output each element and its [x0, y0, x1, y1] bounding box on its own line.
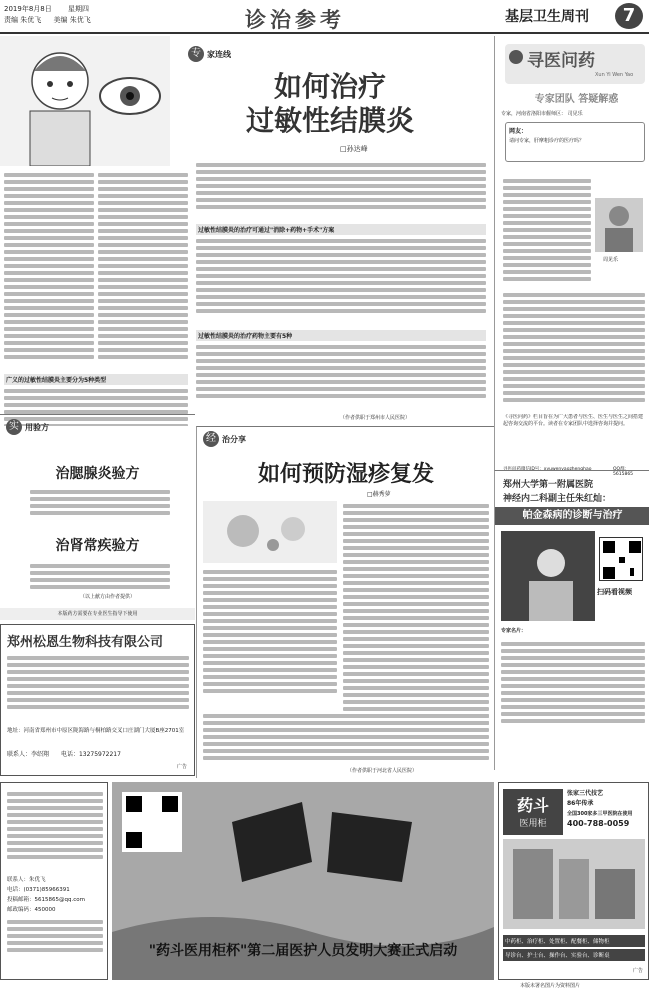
doctor-name: 周见乐 [603, 257, 619, 263]
wechat-id: 寻医问药微信ID号：xyuwenyaozhenghao [503, 467, 592, 472]
qr-code[interactable] [599, 537, 643, 581]
qa-banner: 寻医问药 Xun Yi Wen Yao [505, 44, 645, 84]
remedy-title-2: 治肾常疾验方 [55, 538, 140, 554]
contact-phone: 电话：(0371)85966391 [7, 887, 70, 893]
article-body-3 [196, 342, 486, 414]
company-desc [7, 653, 189, 721]
subheading-2: 过敏性结膜炎的治疗药物主要有5种 [196, 330, 486, 341]
scan-label: 扫码看视频 [597, 588, 632, 596]
eczema-column-badge: 经 治分享 [203, 431, 246, 447]
company-name: 郑州松恩生物科技有限公司 [7, 635, 164, 650]
eczema-article [196, 426, 494, 778]
column-badge: 专 家连线 [188, 46, 231, 62]
cabinet-ad-label: 广告 [633, 968, 644, 974]
eye-doctor-illustration [0, 36, 170, 166]
contest-title: "药斗医用柜杯"第二届医护人员发明大赛正式启动 [148, 943, 458, 959]
article-title: 如何治疗 过敏性结膜炎 [245, 70, 414, 137]
paper-name: 基层卫生周刊 [505, 9, 589, 25]
qa-icon [509, 50, 523, 64]
qa-asker: 专家，河南省洛阳市偃师区： 司见乐 [501, 111, 583, 117]
contact-box [0, 782, 108, 980]
company-address: 地址：河南省郑州市中原区陇海路与桐柏路交叉口庄湖门大厦B座2701室 [7, 728, 185, 734]
intro-column [4, 170, 94, 370]
wechat-note: 《寻医问药》栏目旨在为广大患者与医生、医生与医生之间搭建起咨询交流的平台。读者在专家团队中选择咨询并提问。 [503, 414, 644, 427]
article-author: □孙达峰 [340, 145, 368, 153]
eczema-source: （作者供职于河北省人民医院） [347, 768, 418, 774]
eczema-body-bottom [203, 711, 489, 771]
cabinet-ad [498, 782, 649, 980]
eczema-author: □赫秀萝 [367, 491, 391, 498]
footer-note: 本版未署名图片为资料图片 [520, 983, 581, 989]
subheading-1: 过敏性结膜炎的治疗可通过"消除+药物+手术"方案 [196, 224, 486, 235]
column-icon: 实 [6, 419, 22, 435]
cabinet-logo: 药斗 医用柜 [503, 789, 563, 835]
cabinet-items-2: 导诊台、护士台、操作台、实验台、诊断桌 [503, 949, 645, 961]
contact-post: 邮政编码：450000 [7, 907, 56, 913]
cabinet-photo [503, 839, 645, 929]
cabinet-lines: 张家三代技艺 86年传承 全国300家多三甲医院在使用 400-788-0059 [567, 790, 633, 828]
qa-answer-text [503, 176, 591, 286]
issue-date: 2019年8月8日 星期四 [4, 5, 89, 13]
remedy-source: （以上献方由作者提供） [80, 594, 136, 600]
contact-email: 投稿邮箱：5615865@qq.com [7, 897, 85, 903]
doctor-photo [595, 198, 643, 252]
article-body-1 [196, 160, 486, 220]
editor-line: 责编 朱优飞 美编 朱优飞 [4, 16, 91, 24]
lecture-dept: 神经内二科副主任朱红灿： [503, 494, 612, 504]
page-header [0, 0, 649, 34]
lecture-section [494, 470, 649, 770]
article-body-2 [196, 236, 486, 328]
expert-bio [501, 639, 645, 759]
intro-column-2 [98, 170, 188, 370]
contact-person: 联系人：朱优飞 [7, 877, 46, 883]
remedy-note: 本版药方需要在专业医生指导下使用 [0, 608, 195, 620]
lecture-hospital: 郑州大学第一附属医院 [503, 480, 594, 490]
lecture-video-thumb[interactable] [501, 531, 595, 621]
left-subheading: 广义的过敏性结膜炎主要分为5种类型 [4, 374, 188, 385]
page-number-badge: 7 [615, 3, 643, 29]
cabinet-items-1: 中药柜、治疗柜、处置柜、配餐柜、储物柜 [503, 935, 645, 947]
contact-note [7, 917, 103, 967]
company-ad [0, 624, 195, 776]
qa-answer-text-2 [503, 290, 645, 410]
qq-group: QQ群：5615865 [613, 467, 634, 477]
qa-section [494, 36, 649, 486]
qa-tagline: 专家团队 答疑解惑 [534, 94, 619, 105]
remedy-title-1: 治腮腺炎验方 [55, 466, 140, 482]
remedy-body-2 [30, 561, 170, 591]
eczema-intro [203, 567, 337, 707]
article-source: （作者供职于郑州市人民医院） [340, 415, 411, 421]
ad-label: 广告 [177, 764, 188, 770]
lecture-title: 帕金森病的诊断与治疗 [495, 507, 649, 525]
expert-label: 专家名片： [501, 628, 527, 634]
column-icon: 经 [203, 431, 219, 447]
qa-question-box: 网友： 请问专家，肝摩粗诊疗的医疗吗？ [505, 122, 645, 162]
contest-banner-ad [112, 782, 494, 980]
company-contact: 联系人：李绍翔 电话：13275972217 [7, 751, 121, 758]
eczema-illustration [203, 501, 337, 563]
eczema-title: 如何预防湿疹复发 [257, 461, 434, 487]
practical-column-badge: 实 用验方 [6, 419, 49, 435]
practical-section [0, 414, 195, 604]
main-article [0, 36, 490, 426]
column-icon: 专 [188, 46, 204, 62]
remedy-body-1 [30, 487, 170, 517]
section-title: 诊治参考 [245, 7, 345, 32]
contact-intro [7, 789, 103, 869]
